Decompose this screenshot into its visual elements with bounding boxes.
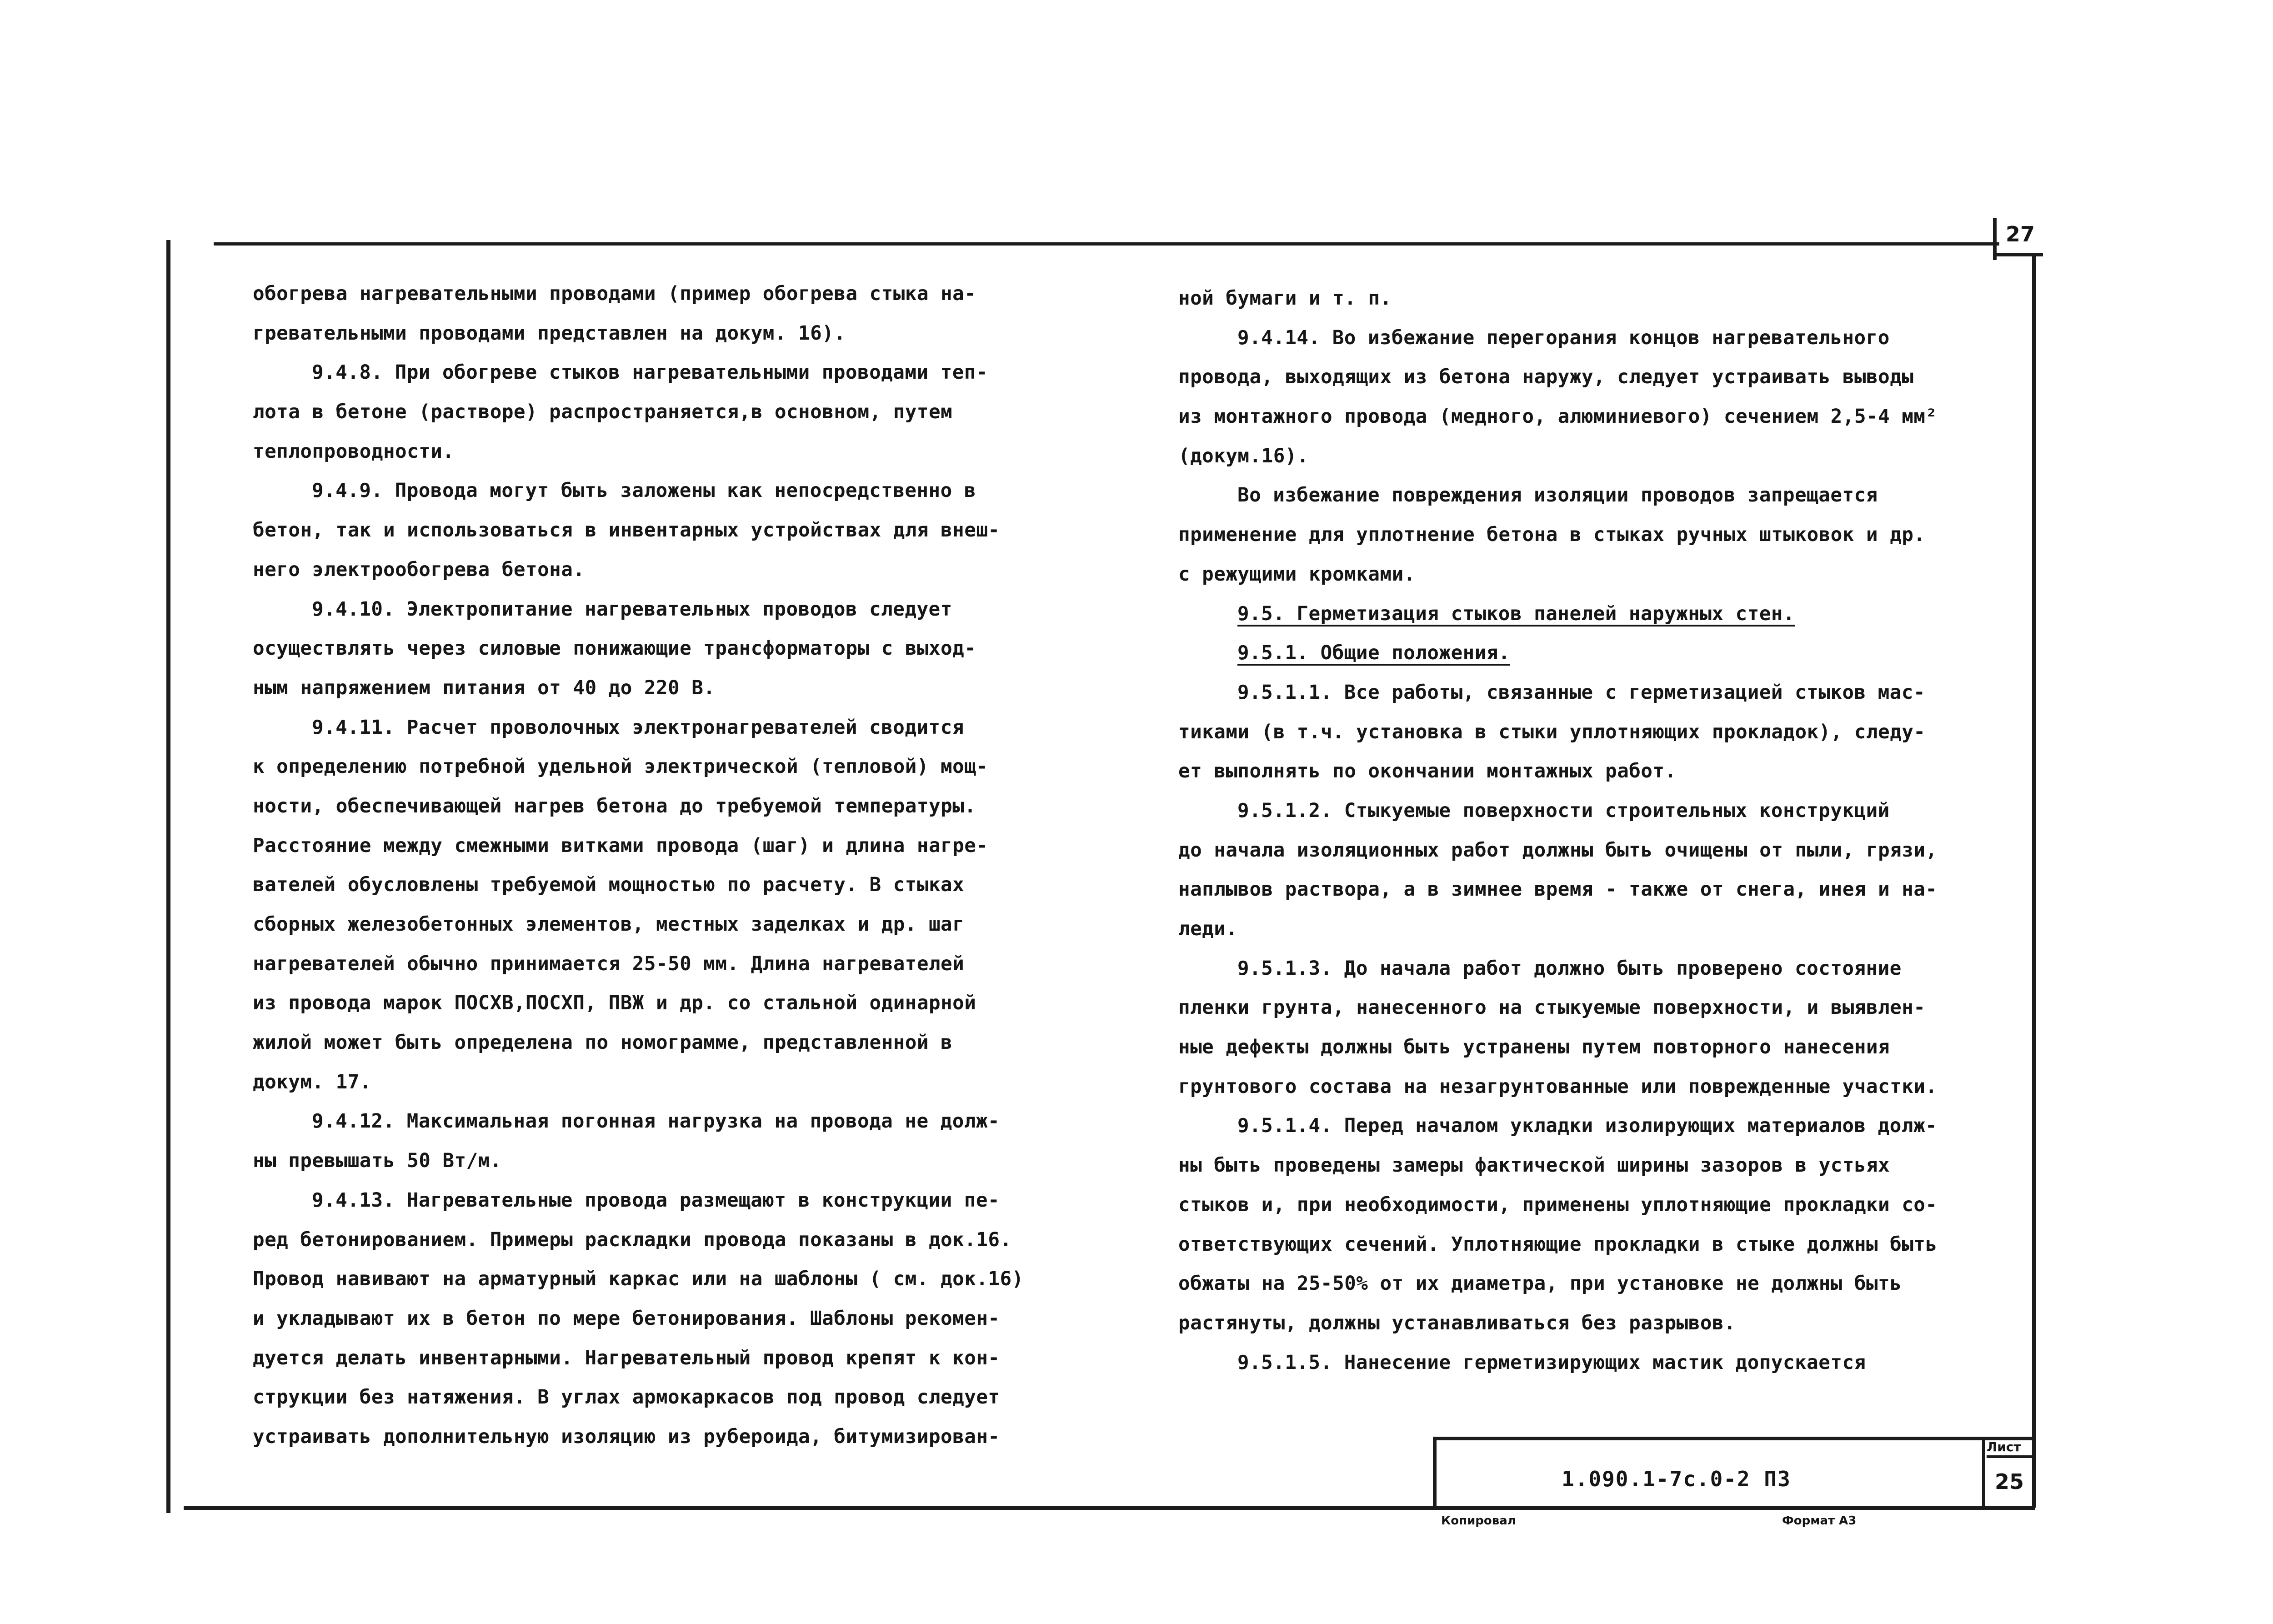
title-block [1433,1437,2033,1509]
text-line: с режущими кромками. [1178,563,1416,586]
text-line: осуществлять через силовые понижающие трансформаторы с выход- [253,637,976,660]
text-line: ности, обеспечивающей нагрев бетона до требуемой температуры. [253,795,976,817]
copied-by-label: Копировал [1441,1514,1516,1528]
text-line: 9.4.12. Максимальная погонная нагрузка на провода не долж- [312,1110,1000,1133]
text-line: ет выполнять по окончании монтажных работ. [1178,760,1677,783]
text-line: обжаты на 25-50% от их диаметра, при установке не должны быть [1178,1273,1902,1295]
text-line: 9.4.13. Нагревательные провода размещают в конструкции пе- [312,1189,1000,1212]
text-line: обогрева нагревательными проводами (пример обогрева стыка на- [253,283,976,305]
text-line: 9.4.9. Провода могут быть заложены как непосредственно в [312,480,976,502]
text-line: гревательными проводами представлен на докум. 16). [253,322,846,345]
subsection-heading: 9.5.1. Общие положения. [1237,642,1511,665]
text-line: сборных железобетонных элементов, местных заделках и др. шаг [253,913,965,936]
text-line: леди. [1178,918,1238,940]
text-line: к определению потребной удельной электрической (тепловой) мощ- [253,756,988,778]
text-line: докум. 17. [253,1071,371,1093]
text-line: 9.4.10. Электропитание нагревательных проводов следует [312,598,952,621]
frame-right-line [2032,253,2036,1508]
text-line: Во избежание повреждения изоляции проводов запрещается [1237,484,1878,507]
text-line: и укладывают их в бетон по мере бетонирования. Шаблоны рекомен- [253,1307,1000,1330]
text-line: 9.5.1.4. Перед началом укладки изолирующих материалов долж- [1237,1115,1938,1138]
text-line: стыков и, при необходимости, применены уплотняющие прокладки со- [1178,1193,1938,1216]
text-line: нагревателей обычно принимается 25-50 мм. Длина нагревателей [253,952,965,975]
text-line: ным напряжением питания от 40 до 220 В. [253,677,716,699]
format-label: Формат А3 [1782,1514,1857,1528]
text-line: применение для уплотнение бетона в стыках ручных штыковок и др. [1178,524,1926,546]
frame-top-line [214,242,1999,246]
text-line: 9.4.14. Во избежание перегорания концов нагревательного [1237,326,1890,349]
document-code: 1.090.1-7с.0-2 ПЗ [1562,1467,1791,1491]
text-line: дуется делать инвентарными. Нагревательный провод крепят к кон- [253,1347,1000,1369]
text-line: вателей обусловлены требуемой мощностью по расчету. В стыках [253,874,965,897]
text-line: ред бетонированием. Примеры раскладки провода показаны в док.16. [253,1228,1012,1251]
text-line: тиками (в т.ч. установка в стыки уплотняющих прокладок), следу- [1178,721,1926,743]
text-line: теплопроводности. [253,440,455,463]
text-line: Провод навивают на арматурный каркас или на шаблоны ( см. док.16) [253,1268,1024,1291]
text-line: провода, выходящих из бетона наружу, следует устраивать выводы [1178,366,1914,389]
text-line: Расстояние между смежными витками провода (шаг) и длина нагре- [253,834,988,857]
text-line: струкции без натяжения. В углах армокаркасов под провод следует [253,1386,1000,1409]
text-line: пленки грунта, нанесенного на стыкуемые поверхности, и выявлен- [1178,997,1926,1019]
text-line: него электрообогрева бетона. [253,558,585,581]
text-line: (докум.16). [1178,445,1309,467]
section-heading: 9.5. Герметизация стыков панелей наружных стен. [1237,602,1795,625]
text-line: 9.4.11. Расчет проволочных электронагревателей сводится [312,716,964,739]
text-line: устраивать дополнительную изоляцию из рубероида, битумизирован- [253,1425,1000,1448]
text-line: лота в бетоне (растворе) распространяется,в основном, путем [253,401,953,424]
text-line: до начала изоляционных работ должны быть очищены от пыли, грязи, [1178,839,1938,862]
text-line: грунтового состава на незагрунтованные или поврежденные участки. [1178,1075,1938,1098]
text-line: бетон, так и использоваться в инвентарных устройствах для внеш- [253,519,1000,542]
text-line: ответствующих сечений. Уплотняющие прокладки в стыке должны быть [1178,1233,1938,1256]
sheet-number: 27 [2006,222,2035,246]
text-line: 9.4.8. При обогреве стыков нагревательными проводами теп- [312,361,988,384]
frame-left-line [166,240,170,1513]
sheet-value: 25 [1995,1469,2024,1494]
right-text-column [1178,279,1938,1383]
text-line: растянуты, должны устанавливаться без разрывов. [1178,1312,1736,1334]
sheet-label: Лист [1987,1439,2032,1458]
text-line: наплывов раствора, а в зимнее время - также от снега, инея и на- [1178,878,1938,901]
text-line: из монтажного провода (медного, алюминиевого) сечением 2,5-4 мм² [1178,406,1938,428]
text-line: ны превышать 50 Вт/м. [253,1150,502,1173]
text-line: 9.5.1.1. Все работы, связанные с герметизацией стыков мас- [1237,681,1926,704]
text-line: ны быть проведены замеры фактической ширины зазоров в устьях [1178,1154,1890,1177]
text-line: 9.5.1.3. До начала работ должно быть проверено состояние [1237,957,1902,980]
sheet-cell [1982,1437,2033,1509]
text-line: жилой может быть определена по номограмме, представленной в [253,1032,953,1054]
left-text-column [253,275,1024,1457]
text-line: ной бумаги и т. п. [1178,287,1392,310]
text-line: ные дефекты должны быть устранены путем повторного нанесения [1178,1036,1890,1059]
text-line: из провода марок ПОСХВ,ПОСХП, ПВЖ и др. со стальной одинарной [253,992,976,1015]
text-line: 9.5.1.5. Нанесение герметизирующих мастик допускается [1237,1351,1866,1374]
text-line: 9.5.1.2. Стыкуемые поверхности строительных конструкций [1237,799,1890,822]
